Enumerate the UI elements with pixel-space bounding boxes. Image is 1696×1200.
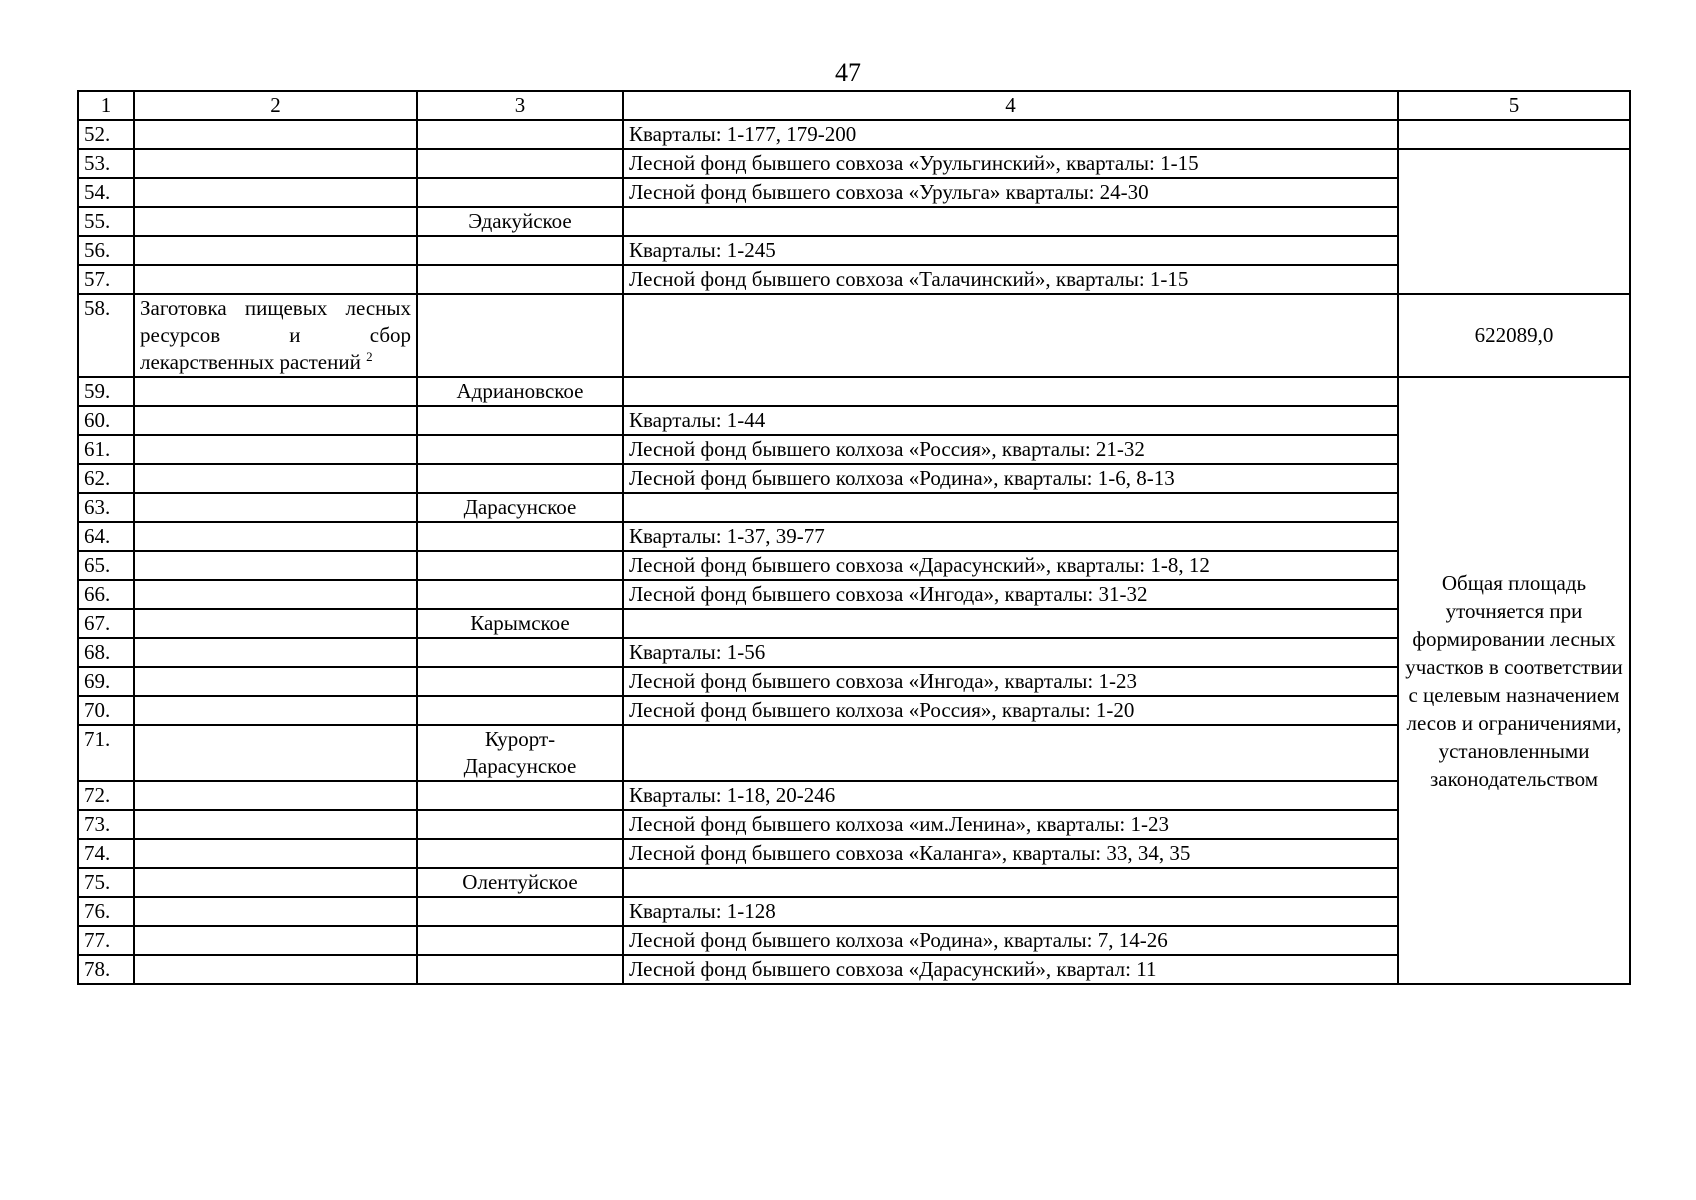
description-cell: Лесной фонд бывшего колхоза «Родина», кварталы: 1-6, 8-13: [623, 464, 1398, 493]
row-number: 63.: [78, 493, 134, 522]
description-cell: Лесной фонд бывшего совхоза «Дарасунский», кварталы: 1-8, 12: [623, 551, 1398, 580]
purpose-cell: [134, 955, 417, 984]
purpose-cell: [134, 406, 417, 435]
row-number: 74.: [78, 839, 134, 868]
description-cell: [623, 725, 1398, 781]
locality-cell: [417, 522, 623, 551]
description-cell: Кварталы: 1-37, 39-77: [623, 522, 1398, 551]
description-cell: Лесной фонд бывшего совхоза «Урульга» кварталы: 24-30: [623, 178, 1398, 207]
row-number: 77.: [78, 926, 134, 955]
locality-cell: [417, 236, 623, 265]
table-row: [78, 725, 1630, 781]
purpose-cell: [134, 493, 417, 522]
table-row: [78, 868, 1630, 897]
description-cell: Лесной фонд бывшего совхоза «Дарасунский», квартал: 11: [623, 955, 1398, 984]
area-cell: [1398, 120, 1630, 149]
purpose-cell: [134, 522, 417, 551]
row-number: 54.: [78, 178, 134, 207]
description-cell: Лесной фонд бывшего колхоза «Россия», кварталы: 21-32: [623, 435, 1398, 464]
row-number: 55.: [78, 207, 134, 236]
description-cell: Лесной фонд бывшего колхоза «Россия», кварталы: 1-20: [623, 696, 1398, 725]
purpose-cell: [134, 725, 417, 781]
area-value: 622089,0: [1398, 294, 1630, 377]
locality-cell: [417, 696, 623, 725]
table-row: [78, 839, 1630, 868]
header-cell-3: 3: [417, 91, 623, 120]
row-number: 71.: [78, 725, 134, 781]
footnote-marker: 2: [366, 349, 373, 364]
row-number: 72.: [78, 781, 134, 810]
table-row: [78, 178, 1630, 207]
table-row: [78, 493, 1630, 522]
description-cell: Кварталы: 1-128: [623, 897, 1398, 926]
table-row: [78, 464, 1630, 493]
locality-cell: [417, 406, 623, 435]
description-cell: Кварталы: 1-56: [623, 638, 1398, 667]
row-number: 58.: [78, 294, 134, 377]
locality-cell: [417, 149, 623, 178]
description-cell: Лесной фонд бывшего совхоза «Ингода», кварталы: 31-32: [623, 580, 1398, 609]
description-cell: Лесной фонд бывшего совхоза «Урульгинский», кварталы: 1-15: [623, 149, 1398, 178]
description-cell: Кварталы: 1-245: [623, 236, 1398, 265]
purpose-cell: [134, 667, 417, 696]
purpose-cell: [134, 236, 417, 265]
table-row: [78, 522, 1630, 551]
purpose-cell: [134, 207, 417, 236]
locality-cell: [417, 667, 623, 696]
locality-cell: Эдакуйское: [417, 207, 623, 236]
row-number: 76.: [78, 897, 134, 926]
table-row: [78, 667, 1630, 696]
header-cell-5: 5: [1398, 91, 1630, 120]
purpose-cell: [134, 781, 417, 810]
locality-cell: [417, 294, 623, 377]
row-number: 57.: [78, 265, 134, 294]
description-cell: Лесной фонд бывшего колхоза «Родина», кварталы: 7, 14-26: [623, 926, 1398, 955]
locality-cell: [417, 839, 623, 868]
purpose-cell: [134, 580, 417, 609]
description-cell: Лесной фонд бывшего совхоза «Каланга», кварталы: 33, 34, 35: [623, 839, 1398, 868]
table-row: [78, 149, 1630, 178]
table-row: [78, 406, 1630, 435]
purpose-cell: [134, 149, 417, 178]
purpose-cell: [134, 696, 417, 725]
locality-cell: [417, 781, 623, 810]
row-number: 56.: [78, 236, 134, 265]
purpose-text: Заготовка пищевых лесных ресурсов и сбор лекарственных растений: [140, 296, 411, 374]
locality-cell: [417, 265, 623, 294]
purpose-cell: [134, 810, 417, 839]
locality-cell: [417, 120, 623, 149]
row-number: 75.: [78, 868, 134, 897]
purpose-cell: [134, 609, 417, 638]
row-number: 67.: [78, 609, 134, 638]
locality-cell: Олентуйское: [417, 868, 623, 897]
locality-cell: [417, 178, 623, 207]
locality-cell: [417, 955, 623, 984]
purpose-cell: [134, 377, 417, 406]
locality-cell: Адриановское: [417, 377, 623, 406]
purpose-cell: [134, 435, 417, 464]
locality-cell: [417, 638, 623, 667]
area-cell-merged: [1398, 149, 1630, 294]
row-number: 60.: [78, 406, 134, 435]
table-header-row: [78, 91, 1630, 120]
row-number: 64.: [78, 522, 134, 551]
table-row: [78, 897, 1630, 926]
row-number: 52.: [78, 120, 134, 149]
description-cell: [623, 377, 1398, 406]
table-row: [78, 236, 1630, 265]
table-row: [78, 377, 1630, 406]
locality-cell: [417, 897, 623, 926]
purpose-cell: [134, 178, 417, 207]
locality-cell: [417, 725, 623, 781]
header-cell-1: 1: [78, 91, 134, 120]
table-row: [78, 638, 1630, 667]
description-cell: Кварталы: 1-44: [623, 406, 1398, 435]
table-row: [78, 265, 1630, 294]
locality-cell: [417, 435, 623, 464]
row-number: 70.: [78, 696, 134, 725]
description-cell: [623, 207, 1398, 236]
locality-cell: [417, 551, 623, 580]
locality-cell: [417, 464, 623, 493]
purpose-cell: [134, 868, 417, 897]
table-row: [78, 580, 1630, 609]
locality-cell: [417, 926, 623, 955]
description-cell: Лесной фонд бывшего совхоза «Ингода», кварталы: 1-23: [623, 667, 1398, 696]
header-cell-2: 2: [134, 91, 417, 120]
page-number: 47: [835, 58, 861, 87]
purpose-cell: [134, 294, 417, 377]
row-number: 59.: [78, 377, 134, 406]
table-row: [78, 926, 1630, 955]
table-row: [78, 294, 1630, 377]
header-cell-4: 4: [623, 91, 1398, 120]
description-cell: Кварталы: 1-177, 179-200: [623, 120, 1398, 149]
table-row: [78, 696, 1630, 725]
table-row: [78, 207, 1630, 236]
row-number: 69.: [78, 667, 134, 696]
area-note-text: Общая площадь уточняется при формировании лесных участков в соответствии с целевым назначением лесов и ограничениями, установленными законодательством: [1405, 570, 1623, 791]
description-cell: [623, 294, 1398, 377]
row-number: 73.: [78, 810, 134, 839]
locality-cell: [417, 810, 623, 839]
purpose-cell: [134, 551, 417, 580]
table-row: [78, 120, 1630, 149]
locality-cell: Дарасунское: [417, 493, 623, 522]
purpose-cell: [134, 265, 417, 294]
forest-use-table: [77, 90, 1631, 985]
table-row: [78, 435, 1630, 464]
purpose-cell: [134, 638, 417, 667]
table-row: [78, 955, 1630, 984]
table-row: [78, 551, 1630, 580]
description-cell: [623, 868, 1398, 897]
locality-cell: [417, 580, 623, 609]
table-row: [78, 781, 1630, 810]
description-cell: [623, 609, 1398, 638]
row-number: 61.: [78, 435, 134, 464]
row-number: 66.: [78, 580, 134, 609]
purpose-cell: [134, 839, 417, 868]
row-number: 68.: [78, 638, 134, 667]
purpose-cell: [134, 120, 417, 149]
purpose-cell: [134, 897, 417, 926]
row-number: 78.: [78, 955, 134, 984]
row-number: 53.: [78, 149, 134, 178]
table-row: [78, 810, 1630, 839]
area-note: [1398, 377, 1630, 984]
purpose-cell: [134, 464, 417, 493]
description-cell: Лесной фонд бывшего совхоза «Талачинский», кварталы: 1-15: [623, 265, 1398, 294]
description-cell: [623, 493, 1398, 522]
locality-line-2: Дарасунское: [463, 754, 577, 778]
row-number: 62.: [78, 464, 134, 493]
locality-cell: Карымское: [417, 609, 623, 638]
description-cell: Лесной фонд бывшего колхоза «им.Ленина», кварталы: 1-23: [623, 810, 1398, 839]
purpose-cell: [134, 926, 417, 955]
row-number: 65.: [78, 551, 134, 580]
description-cell: Кварталы: 1-18, 20-246: [623, 781, 1398, 810]
locality-line-1: Курорт-: [484, 727, 556, 751]
table-row: [78, 609, 1630, 638]
